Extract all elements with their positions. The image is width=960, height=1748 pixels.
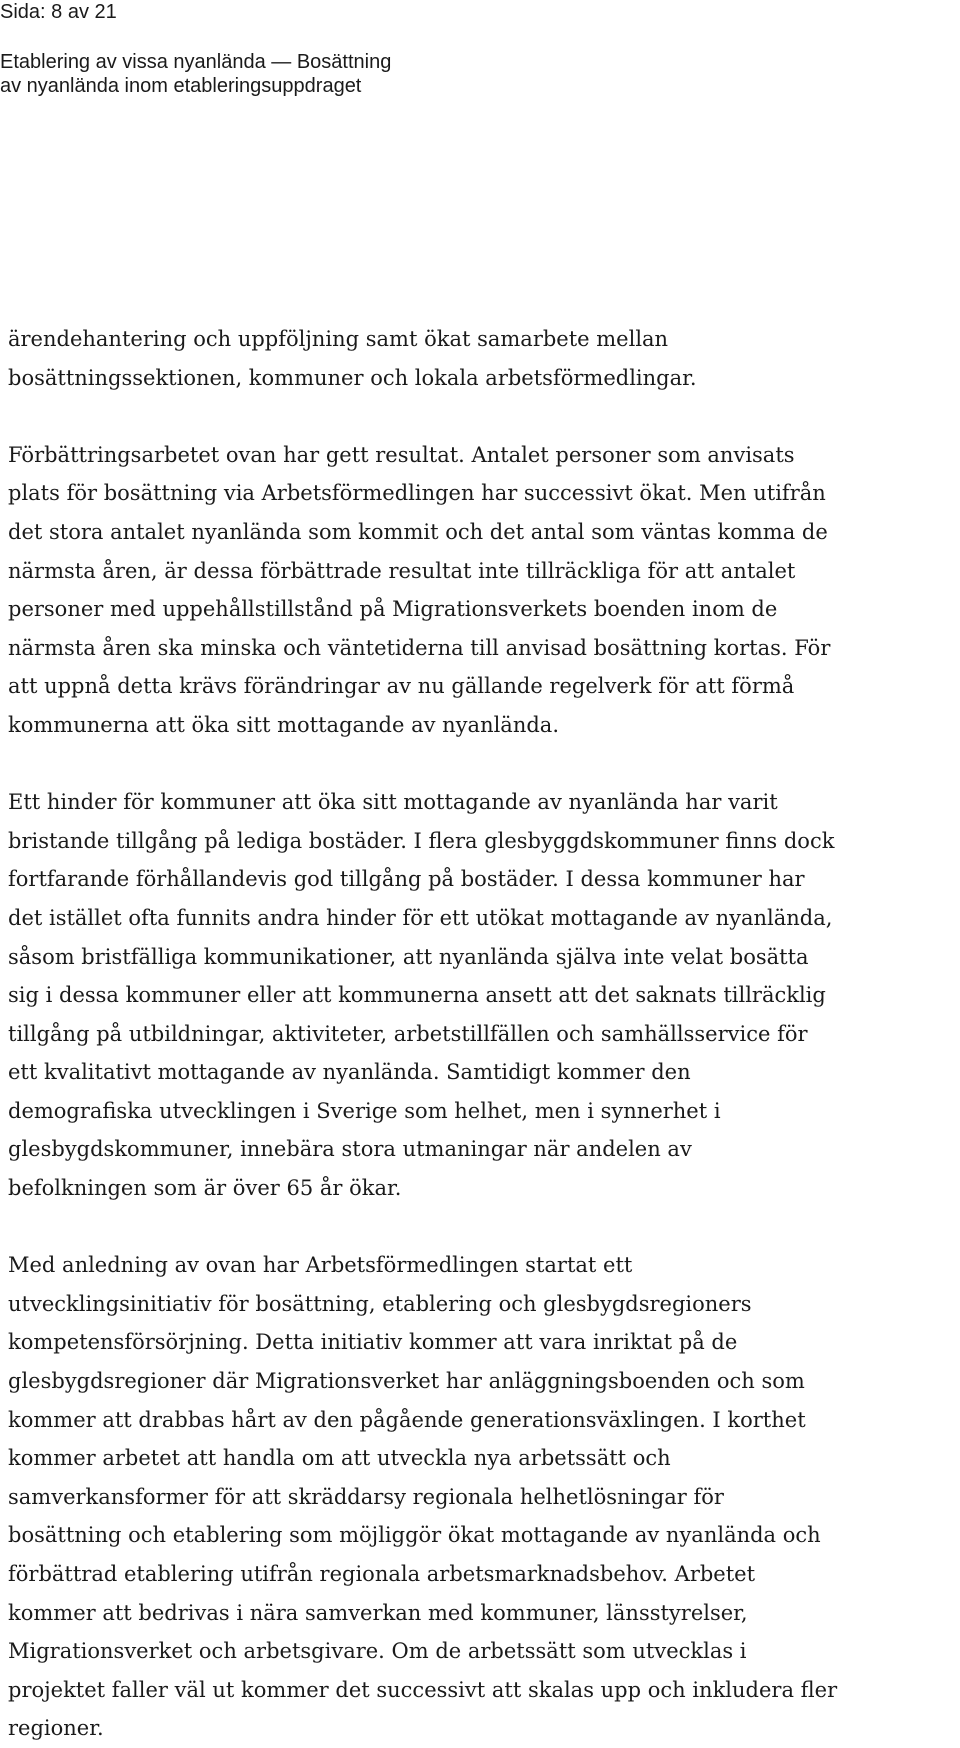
text-line: sig i dessa kommuner eller att kommunerna ansett att det saknats tillräcklig xyxy=(8,983,826,1008)
text-line: plats för bosättning via Arbetsförmedlingen har successivt ökat. Men utifrån xyxy=(8,481,826,506)
text-line: såsom bristfälliga kommunikationer, att nyanlända själva inte velat bosätta xyxy=(8,944,809,969)
text-line: utvecklingsinitiativ för bosättning, etablering och glesbygdsregioners xyxy=(8,1291,752,1316)
text-line: det istället ofta funnits andra hinder för ett utökat mottagande av nyanlända, xyxy=(8,905,833,930)
body-paragraph xyxy=(8,783,954,1208)
text-line: ett kvalitativt mottagande av nyanlända. Samtidigt kommer den xyxy=(8,1060,691,1085)
text-line: det stora antalet nyanlända som kommit och det antal som väntas komma de xyxy=(8,519,828,544)
text-line: närmsta åren, är dessa förbättrade resultat inte tillräckliga för att antalet xyxy=(8,558,796,583)
text-line: bosättning och etablering som möjliggör ökat mottagande av nyanlända och xyxy=(8,1523,821,1548)
text-line: demografiska utvecklingen i Sverige som helhet, men i synnerhet i xyxy=(8,1098,721,1123)
text-line: bristande tillgång på lediga bostäder. I flera glesbyggdskommuner finns dock xyxy=(8,828,835,853)
text-line: Förbättringsarbetet ovan har gett resultat. Antalet personer som anvisats xyxy=(8,442,795,467)
document-body xyxy=(8,320,954,1748)
text-line: regioner. xyxy=(8,1716,104,1741)
text-line: närmsta åren ska minska och väntetiderna till anvisad bosättning kortas. För xyxy=(8,635,831,660)
text-line: projektet faller väl ut kommer det successivt att skalas upp och inkludera fler xyxy=(8,1677,838,1702)
text-line: fortfarande förhållandevis god tillgång på bostäder. I dessa kommuner har xyxy=(8,867,805,892)
text-line: glesbygdsregioner där Migrationsverket har anläggningsboenden och som xyxy=(8,1369,805,1394)
text-line: ärendehantering och uppföljning samt ökat samarbete mellan xyxy=(8,327,669,351)
page-number: Sida: 8 av 21 xyxy=(0,1,117,23)
document-title-line-2: av nyanlända inom etableringsuppdraget xyxy=(0,75,362,97)
page-header xyxy=(0,0,391,98)
text-line: kommer att drabbas hårt av den pågående generationsväxlingen. I korthet xyxy=(8,1407,806,1432)
text-line: Med anledning av ovan har Arbetsförmedlingen startat ett xyxy=(8,1253,633,1278)
text-line: samverkansformer för att skräddarsy regionala helhetlösningar för xyxy=(8,1484,724,1509)
text-line: Ett hinder för kommuner att öka sitt mottagande av nyanlända har varit xyxy=(8,790,778,815)
text-line: kommer att bedrivas i nära samverkan med kommuner, länsstyrelser, xyxy=(8,1600,748,1625)
body-paragraph xyxy=(8,320,954,397)
text-line: kompetensförsörjning. Detta initiativ kommer att vara inriktat på de xyxy=(8,1330,738,1355)
document-title-line-1: Etablering av vissa nyanlända — Bosättning xyxy=(0,51,392,73)
text-line: kommer arbetet att handla om att utveckla nya arbetssätt och xyxy=(8,1446,671,1471)
text-line: att uppnå detta krävs förändringar av nu gällande regelverk för att förmå xyxy=(8,674,795,699)
text-line: tillgång på utbildningar, aktiviteter, arbetstillfällen och samhällsservice för xyxy=(8,1021,808,1046)
text-line: kommunerna att öka sitt mottagande av nyanlända. xyxy=(8,712,559,737)
text-line: glesbygdskommuner, innebära stora utmaningar när andelen av xyxy=(8,1137,692,1162)
body-paragraph xyxy=(8,1246,954,1748)
text-line: bosättningssektionen, kommuner och lokala arbetsförmedlingar. xyxy=(8,365,697,390)
text-line: befolkningen som är över 65 år ökar. xyxy=(8,1176,402,1201)
text-line: personer med uppehållstillstånd på Migrationsverkets boenden inom de xyxy=(8,597,778,622)
body-paragraph xyxy=(8,436,954,745)
text-line: förbättrad etablering utifrån regionala arbetsmarknadsbehov. Arbetet xyxy=(8,1562,756,1586)
text-line: Migrationsverket och arbetsgivare. Om de arbetssätt som utvecklas i xyxy=(8,1639,747,1664)
